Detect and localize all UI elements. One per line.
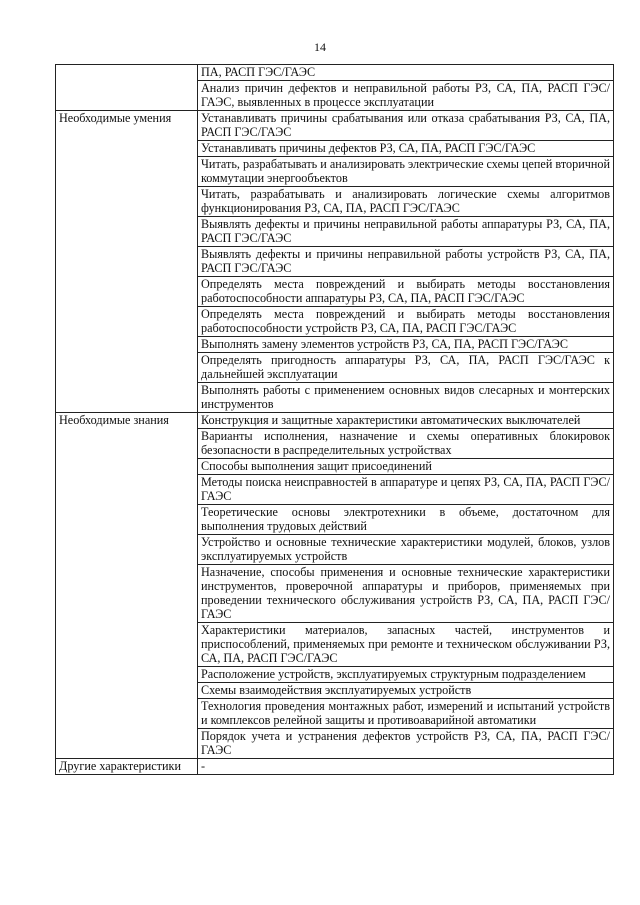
section-item: ПА, РАСП ГЭС/ГАЭС (198, 65, 614, 81)
section-item: Читать, разрабатывать и анализировать электрические схемы цепей вторичной коммутации энергообъектов (198, 157, 614, 187)
section-item: Устанавливать причины дефектов РЗ, СА, ПА, РАСП ГЭС/ГАЭС (198, 141, 614, 157)
section-item: Определять места повреждений и выбирать методы восстановления работоспособности устройств РЗ, СА, ПА, РАСП ГЭС/ГАЭС (198, 307, 614, 337)
section-item: Способы выполнения защит присоединений (198, 459, 614, 475)
page-number: 14 (314, 40, 326, 54)
section-label: Необходимые умения (56, 111, 198, 413)
section-item: Устанавливать причины срабатывания или отказа срабатывания РЗ, СА, ПА, РАСП ГЭС/ГАЭС (198, 111, 614, 141)
section-item: Характеристики материалов, запасных частей, инструментов и приспособлений, применяемых при ремонте и техническом обслуживании РЗ, СА, ПА, РАСП ГЭС/ГАЭС (198, 623, 614, 667)
section-item: Устройство и основные технические характеристики модулей, блоков, узлов эксплуатируемых устройств (198, 535, 614, 565)
section-item: Определять пригодность аппаратуры РЗ, СА, ПА, РАСП ГЭС/ГАЭС к дальнейшей эксплуатации (198, 353, 614, 383)
section-item: Выполнять работы с применением основных видов слесарных и монтерских инструментов (198, 383, 614, 413)
section-item: Читать, разрабатывать и анализировать логические схемы алгоритмов функционирования РЗ, СА, ПА, РАСП ГЭС/ГАЭС (198, 187, 614, 217)
section-label: Другие характеристики (56, 759, 198, 775)
section-item: Расположение устройств, эксплуатируемых структурным подразделением (198, 667, 614, 683)
section-item: Определять места повреждений и выбирать методы восстановления работоспособности аппаратуры РЗ, СА, ПА, РАСП ГЭС/ГАЭС (198, 277, 614, 307)
section-label: Необходимые знания (56, 413, 198, 759)
section-item: Конструкция и защитные характеристики автоматических выключателей (198, 413, 614, 429)
section-item: Анализ причин дефектов и неправильной работы РЗ, СА, ПА, РАСП ГЭС/ГАЭС, выявленных в процессе эксплуатации (198, 81, 614, 111)
requirements-table (55, 64, 614, 775)
section-item: Выполнять замену элементов устройств РЗ, СА, ПА, РАСП ГЭС/ГАЭС (198, 337, 614, 353)
section-item: - (198, 759, 614, 775)
section-item: Назначение, способы применения и основные технические характеристики инструментов, проверочной аппаратуры и приборов, применяемых при проведении технического обслуживания устройств РЗ, СА, ПА, РАСП ГЭС/ГАЭС (198, 565, 614, 623)
section-item: Методы поиска неисправностей в аппаратуре и цепях РЗ, СА, ПА, РАСП ГЭС/ГАЭС (198, 475, 614, 505)
table-row (56, 759, 614, 775)
section-item: Порядок учета и устранения дефектов устройств РЗ, СА, ПА, РАСП ГЭС/ГАЭС (198, 729, 614, 759)
section-item: Выявлять дефекты и причины неправильной работы аппаратуры РЗ, СА, ПА, РАСП ГЭС/ГАЭС (198, 217, 614, 247)
section-label (56, 65, 198, 111)
section-item: Технология проведения монтажных работ, измерений и испытаний устройств и комплексов релейной защиты и противоаварийной автоматики (198, 699, 614, 729)
section-item: Теоретические основы электротехники в объеме, достаточном для выполнения трудовых действий (198, 505, 614, 535)
section-item: Выявлять дефекты и причины неправильной работы устройств РЗ, СА, ПА, РАСП ГЭС/ГАЭС (198, 247, 614, 277)
section-item: Схемы взаимодействия эксплуатируемых устройств (198, 683, 614, 699)
table-row (56, 65, 614, 81)
table-row (56, 111, 614, 141)
section-item: Варианты исполнения, назначение и схемы оперативных блокировок безопасности в распределительных устройствах (198, 429, 614, 459)
table-row (56, 413, 614, 429)
